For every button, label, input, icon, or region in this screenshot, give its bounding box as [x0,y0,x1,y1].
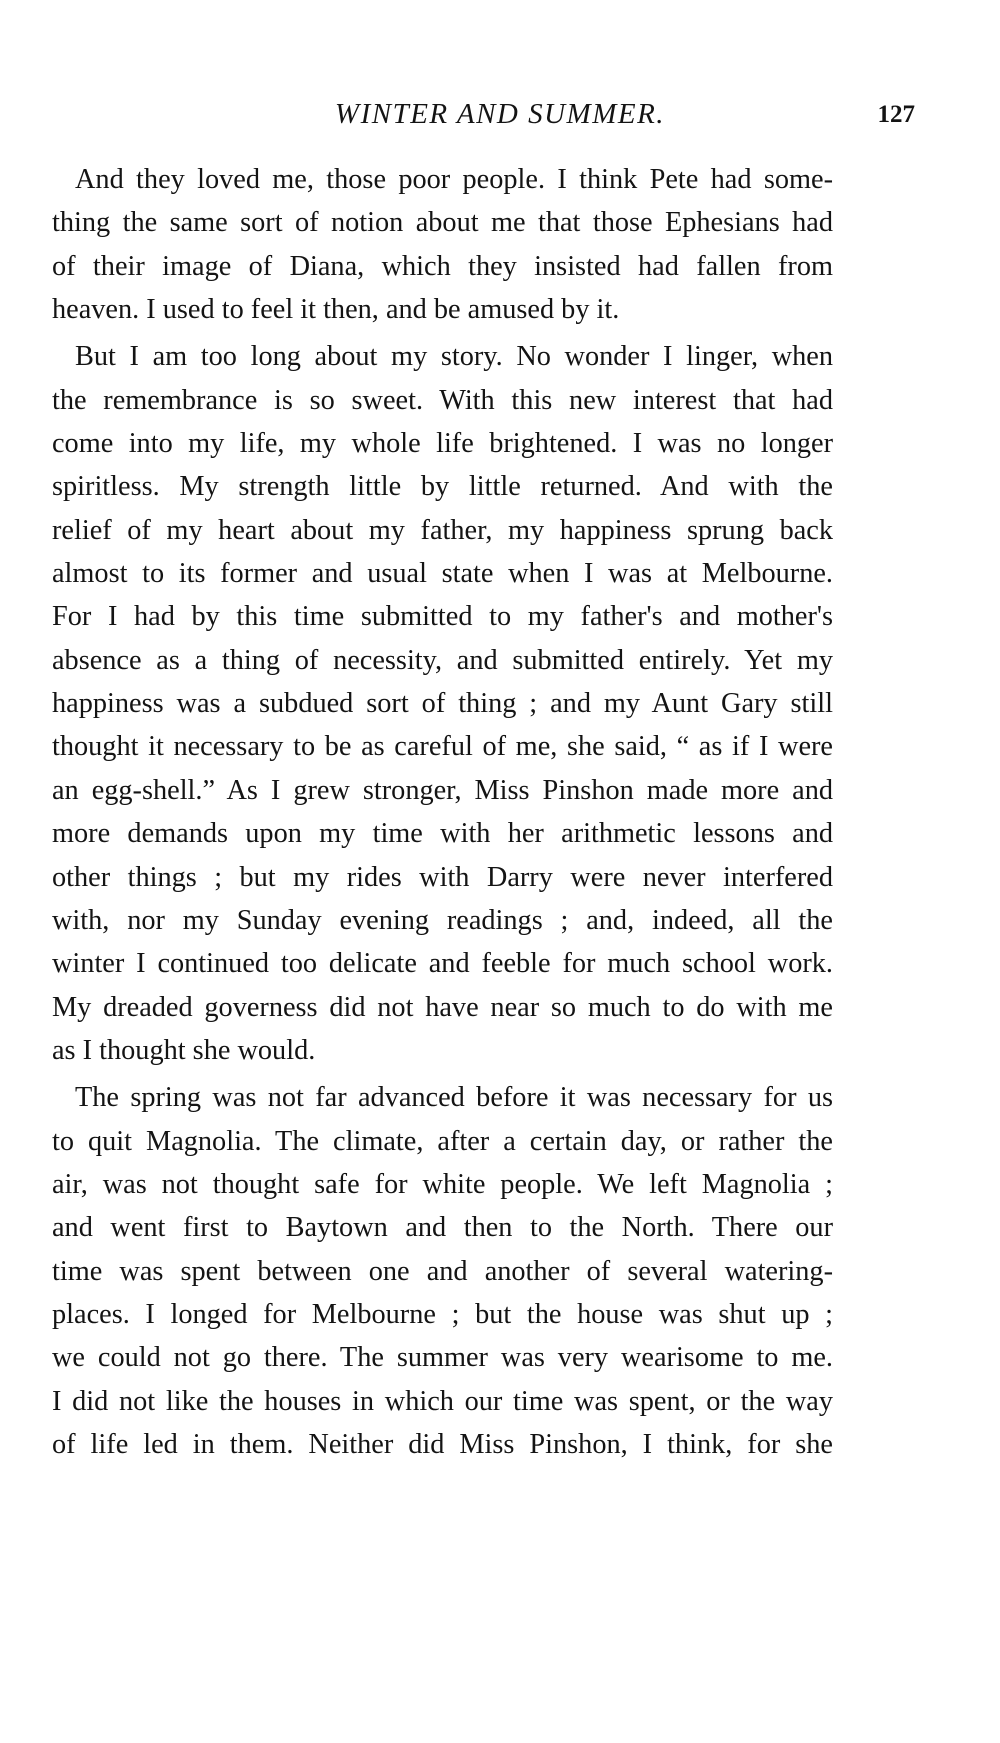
text-line: other things ; but my rides with Darry were never interfered [52,861,833,893]
text-line: an egg-shell.” As I grew stronger, Miss Pinshon made more and [52,774,833,806]
text-line: and went first to Baytown and then to the North. There our [52,1212,833,1244]
text-line: of life led in them. Neither did Miss Pinshon, I think, for she [52,1428,833,1460]
running-title: WINTER AND SUMMER. [334,98,666,130]
text-line: time was spent between one and another of several watering- [52,1255,833,1287]
text-line: But I am too long about my story. No wonder I linger, when [75,341,833,373]
text-line: spiritless. My strength little by little returned. And with the [52,471,833,503]
paragraph-2 [52,335,833,1072]
text-line: heaven. I used to feel it then, and be amused by it. [52,294,620,326]
text-line: For I had by this time submitted to my father's and mother's [52,601,833,633]
page-number: 127 [877,101,915,128]
paragraph-1 [52,158,833,331]
text-line: almost to its former and usual state when I was at Melbourne. [52,558,833,590]
text-line: My dreaded governess did not have near so much to do with me [52,991,833,1023]
text-line: thought it necessary to be as careful of me, she said, “ as if I were [52,731,833,763]
text-line: air, was not thought safe for white people. We left Magnolia ; [52,1168,833,1200]
text-line: as I thought she would. [52,1034,316,1066]
text-line: come into my life, my whole life brightened. I was no longer [52,428,833,460]
running-head [0,96,1000,136]
text-line: places. I longed for Melbourne ; but the house was shut up ; [52,1298,833,1330]
text-line: the remembrance is so sweet. With this new interest that had [52,384,833,416]
text-line: with, nor my Sunday evening readings ; and, indeed, all the [52,904,833,936]
text-line: winter I continued too delicate and feeble for much school work. [52,948,833,980]
text-line: happiness was a subdued sort of thing ; and my Aunt Gary still [52,688,833,720]
text-line: to quit Magnolia. The climate, after a certain day, or rather the [52,1125,833,1157]
text-line: we could not go there. The summer was very wearisome to me. [52,1342,833,1374]
text-line: of their image of Diana, which they insisted had fallen from [52,250,833,282]
text-line: The spring was not far advanced before it was necessary for us [75,1082,833,1114]
text-line: more demands upon my time with her arithmetic lessons and [52,818,833,850]
text-line: absence as a thing of necessity, and submitted entirely. Yet my [52,644,833,676]
body-text [52,158,833,1466]
paragraph-3 [52,1076,833,1466]
text-line: I did not like the houses in which our time was spent, or the way [52,1385,833,1417]
text-line: relief of my heart about my father, my happiness sprung back [52,514,833,546]
text-line: And they loved me, those poor people. I think Pete had some- [75,164,833,195]
text-line: thing the same sort of notion about me that those Ephesians had [52,207,833,239]
